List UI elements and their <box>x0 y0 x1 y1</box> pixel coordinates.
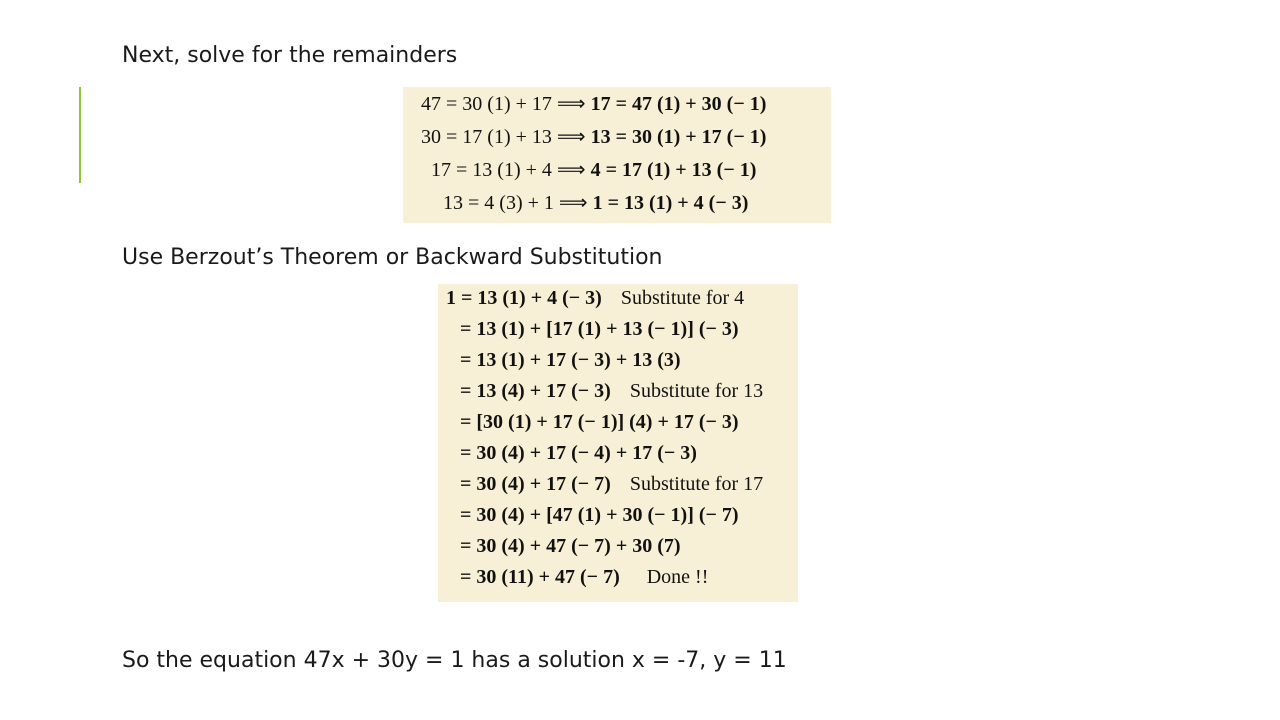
remainder-equation-line <box>443 190 748 215</box>
remainder-rhs: 1 = 13 (1) + 4 (− 3) <box>592 192 749 214</box>
step-expression: = 13 (1) + [17 (1) + 13 (− 1)] (− 3) <box>460 318 739 340</box>
step-expression: = 13 (1) + 17 (− 3) + 13 (3) <box>460 349 681 371</box>
substitution-step <box>460 349 681 372</box>
slide-conclusion: So the equation 47x + 30y = 1 has a solution x = -7, y = 11 <box>122 648 787 673</box>
substitution-step <box>460 411 739 434</box>
substitution-step <box>460 535 681 558</box>
step-expression: = 30 (11) + 47 (− 7) <box>460 566 620 588</box>
slide-heading: Next, solve for the remainders <box>122 43 458 68</box>
step-expression: = [30 (1) + 17 (− 1)] (4) + 17 (− 3) <box>460 411 739 433</box>
remainder-left: 30 = 17 (1) + 13 <box>421 126 552 148</box>
backward-substitution-panel <box>438 284 798 602</box>
substitution-step <box>446 287 744 310</box>
step-note: Substitute for 13 <box>629 380 764 402</box>
step-note: Done !! <box>646 566 709 588</box>
step-note: Substitute for 4 <box>620 287 745 309</box>
step-expression: = 13 (4) + 17 (− 3) <box>460 380 611 402</box>
remainder-left: 17 = 13 (1) + 4 <box>431 159 552 181</box>
step-expression: 1 = 13 (1) + 4 (− 3) <box>446 287 602 309</box>
remainder-left: 47 = 30 (1) + 17 <box>421 93 552 115</box>
remainder-rhs: 17 = 47 (1) + 30 (− 1) <box>590 93 767 115</box>
remainder-rhs: 13 = 30 (1) + 17 (− 1) <box>590 126 767 148</box>
implies-arrow: ⟹ <box>556 159 586 181</box>
step-note: Substitute for 17 <box>629 473 764 495</box>
step-expression: = 30 (4) + [47 (1) + 30 (− 1)] (− 7) <box>460 504 739 526</box>
step-expression: = 30 (4) + 17 (− 4) + 17 (− 3) <box>460 442 697 464</box>
substitution-step <box>460 566 708 589</box>
step-expression: = 30 (4) + 47 (− 7) + 30 (7) <box>460 535 681 557</box>
remainder-equation-line <box>431 157 756 182</box>
step-expression: = 30 (4) + 17 (− 7) <box>460 473 611 495</box>
substitution-step <box>460 380 763 403</box>
implies-arrow: ⟹ <box>556 126 586 148</box>
remainder-rhs: 4 = 17 (1) + 13 (− 1) <box>590 159 757 181</box>
substitution-step <box>460 473 763 496</box>
remainder-equation-line <box>421 124 766 149</box>
substitution-step <box>460 442 697 465</box>
remainder-equation-line <box>421 91 766 116</box>
implies-arrow: ⟹ <box>558 192 588 214</box>
slide-subheading: Use Berzout’s Theorem or Backward Substitution <box>122 245 663 270</box>
implies-arrow: ⟹ <box>556 93 586 115</box>
accent-bar <box>79 87 81 183</box>
substitution-step <box>460 318 739 341</box>
remainder-left: 13 = 4 (3) + 1 <box>443 192 554 214</box>
remainder-equations-panel <box>403 87 831 223</box>
substitution-step <box>460 504 739 527</box>
